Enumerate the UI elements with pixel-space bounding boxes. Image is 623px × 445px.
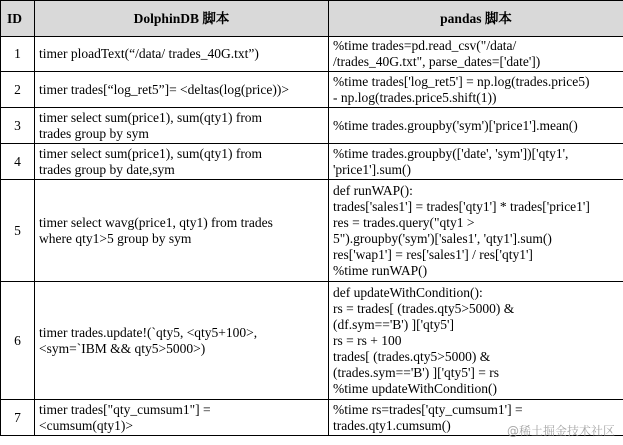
- dolphindb-script: timer select sum(price1), sum(qty1) from trades group by date,sym: [35, 144, 329, 180]
- header-pandas: pandas 脚本: [329, 1, 623, 37]
- pandas-script: def runWAP(): trades['sales1'] = trades['qty1'] * trades['price1'] res = trades.query("qty1 > 5").groupby('sym')['sales1', 'qty1'].sum() res['wap1'] = res['sales1'] / res['qty1'] %time runWAP(): [329, 180, 623, 282]
- row-id: 2: [1, 72, 35, 108]
- dolphindb-script: timer trades.update!(`qty5, <qty5+100>, <sym=`IBM && qty5>5000>): [35, 282, 329, 400]
- header-row: [1, 1, 623, 37]
- row-id: 6: [1, 282, 35, 400]
- pandas-script: %time trades['log_ret5'] = np.log(trades.price5) - np.log(trades.price5.shift(1)): [329, 72, 623, 108]
- table-row: [1, 37, 623, 72]
- pandas-script: %time trades.groupby('sym')['price1'].mean(): [329, 108, 623, 144]
- pandas-script: %time trades.groupby(['date', 'sym'])['qty1', 'price1'].sum(): [329, 144, 623, 180]
- row-id: 3: [1, 108, 35, 144]
- table-row: [1, 180, 623, 282]
- row-id: 7: [1, 400, 35, 436]
- row-id: 1: [1, 37, 35, 72]
- dolphindb-script: timer ploadText(“/data/ trades_40G.txt”): [35, 37, 329, 72]
- pandas-script: %time rs=trades['qty_cumsum1'] = trades.qty1.cumsum(): [329, 400, 623, 436]
- table-row: [1, 282, 623, 400]
- table-row: [1, 144, 623, 180]
- pandas-script: def updateWithCondition(): rs = trades[ (trades.qty5>5000) & (df.sym=='B') ]['qty5'] rs = rs + 100 trades[ (trades.qty5>5000) & (trades.sym=='B') ]['qty5'] = rs %time updateWithCondition(): [329, 282, 623, 400]
- table-row: [1, 108, 623, 144]
- watermark: @稀土掘金技术社区: [506, 424, 615, 438]
- header-dolphindb: DolphinDB 脚本: [35, 1, 329, 37]
- dolphindb-script: timer trades["qty_cumsum1"] = <cumsum(qty1)>: [35, 400, 329, 436]
- dolphindb-script: timer select wavg(price1, qty1) from trades where qty1>5 group by sym: [35, 180, 329, 282]
- dolphindb-script: timer trades[“log_ret5”]= <deltas(log(price))>: [35, 72, 329, 108]
- row-id: 5: [1, 180, 35, 282]
- dolphindb-script: timer select sum(price1), sum(qty1) from trades group by sym: [35, 108, 329, 144]
- header-id: ID: [1, 1, 35, 37]
- row-id: 4: [1, 144, 35, 180]
- pandas-script: %time trades=pd.read_csv("/data/ /trades_40G.txt", parse_dates=['date']): [329, 37, 623, 72]
- table-row: [1, 72, 623, 108]
